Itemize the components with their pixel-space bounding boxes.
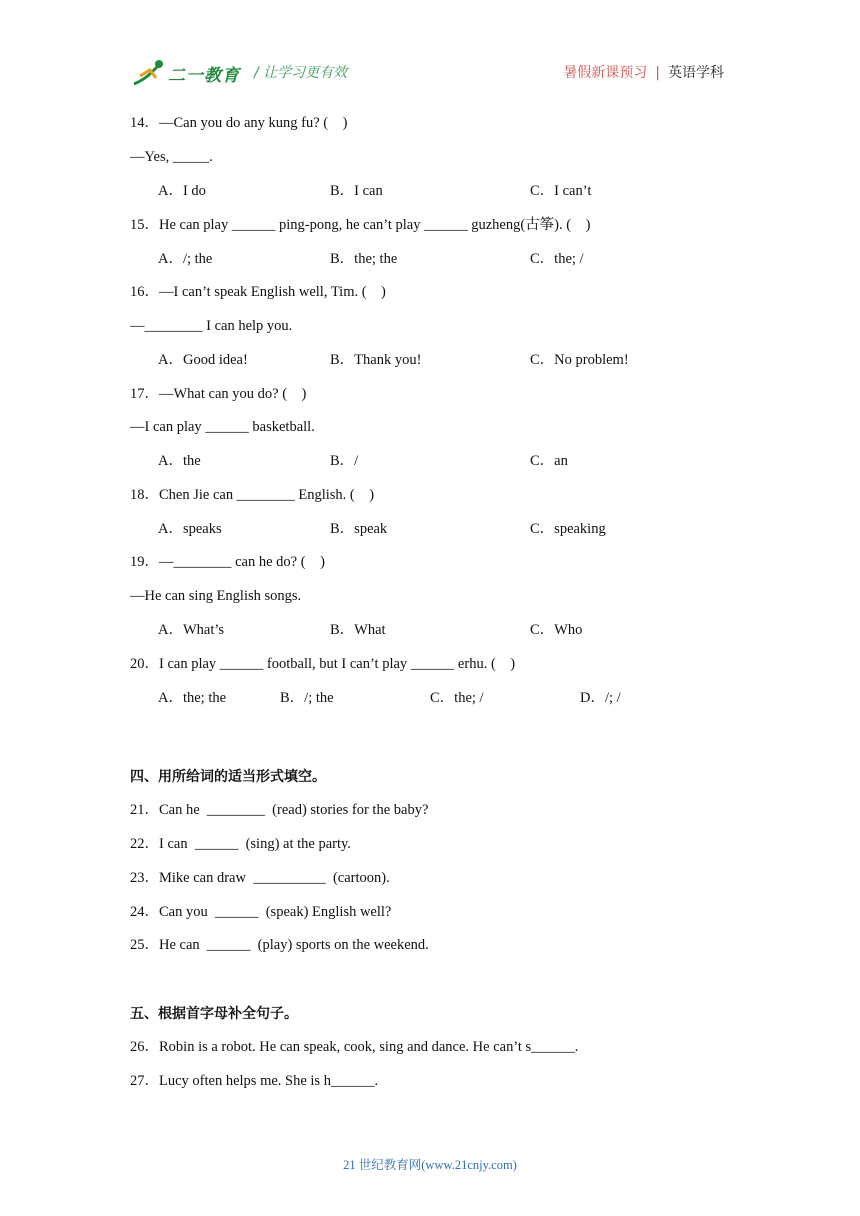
logo <box>130 58 248 88</box>
question-14-option-a: A．I do <box>158 183 206 199</box>
question-22: 22．I can ______ (sing) at the party. <box>130 836 351 852</box>
question-17-option-b: B．/ <box>330 453 359 469</box>
question-19-stem: 19．—________ can he do? ( ) <box>130 554 325 570</box>
section-5-title: 五、根据首字母补全句子。 <box>130 1006 298 1022</box>
question-24: 24．Can you ______ (speak) English well? <box>130 904 392 920</box>
question-19-option-b: B．What <box>330 622 386 638</box>
question-20-option-b: B．/; the <box>280 690 334 706</box>
question-21: 21．Can he ________ (read) stories for the baby? <box>130 802 429 818</box>
question-20-option-d: D．/; / <box>580 690 621 706</box>
question-20-option-a: A．the; the <box>158 690 227 706</box>
header-separator: | <box>655 65 660 81</box>
question-16-stem: 16．—I can’t speak English well, Tim. ( ) <box>130 284 386 300</box>
question-14-stem: 14．—Can you do any kung fu? ( ) <box>130 115 348 131</box>
question-20-option-c: C．the; / <box>430 690 484 706</box>
question-19-option-c: C．Who <box>530 622 583 638</box>
question-17-stem: 17．—What can you do? ( ) <box>130 386 307 402</box>
subject-label: 英语学科 <box>668 65 724 81</box>
section-4-title: 四、用所给词的适当形式填空。 <box>130 769 326 785</box>
question-15-option-a: A．/; the <box>158 251 213 267</box>
question-27: 27．Lucy often helps me. She is h______. <box>130 1073 379 1089</box>
page-header <box>130 52 730 92</box>
question-18-option-c: C．speaking <box>530 521 606 537</box>
question-23: 23．Mike can draw __________ (cartoon). <box>130 870 390 886</box>
question-25: 25．He can ______ (play) sports on the weekend. <box>130 937 429 953</box>
question-20-stem: 20．I can play ______ football, but I can’t play ______ erhu. ( ) <box>130 656 516 672</box>
page-footer: 21 世纪教育网(www.21cnjy.com) <box>343 1158 517 1172</box>
question-16-option-b: B．Thank you! <box>330 352 422 368</box>
question-19-answer: —He can sing English songs. <box>130 588 302 604</box>
question-26: 26．Robin is a robot. He can speak, cook, sing and dance. He can’t s______. <box>130 1039 579 1055</box>
logo-text: 二一教育 <box>168 66 240 86</box>
runner-logo-icon <box>130 58 170 88</box>
question-17-answer: —I can play ______ basketball. <box>130 419 315 435</box>
question-18-option-a: A．speaks <box>158 521 222 537</box>
course-label: 暑假新课预习 <box>563 65 648 81</box>
question-14-answer: —Yes, _____. <box>130 149 213 165</box>
question-15-stem: 15．He can play ______ ping-pong, he can’t play ______ guzheng(古筝). ( ) <box>130 217 591 233</box>
question-18-stem: 18．Chen Jie can ________ English. ( ) <box>130 487 375 503</box>
question-18-option-b: B．speak <box>330 521 388 537</box>
question-17-option-a: A．the <box>158 453 201 469</box>
question-17-option-c: C．an <box>530 453 568 469</box>
question-14-option-b: B．I can <box>330 183 383 199</box>
question-15-option-b: B．the; the <box>330 251 398 267</box>
question-15-option-c: C．the; / <box>530 251 584 267</box>
question-19-option-a: A．What’s <box>158 622 225 638</box>
header-right <box>563 62 724 82</box>
slogan: / 让学习更有效 <box>254 65 348 81</box>
question-14-option-c: C．I can’t <box>530 183 592 199</box>
question-16-option-a: A．Good idea! <box>158 352 248 368</box>
question-16-option-c: C．No problem! <box>530 352 629 368</box>
question-16-answer: —________ I can help you. <box>130 318 293 334</box>
